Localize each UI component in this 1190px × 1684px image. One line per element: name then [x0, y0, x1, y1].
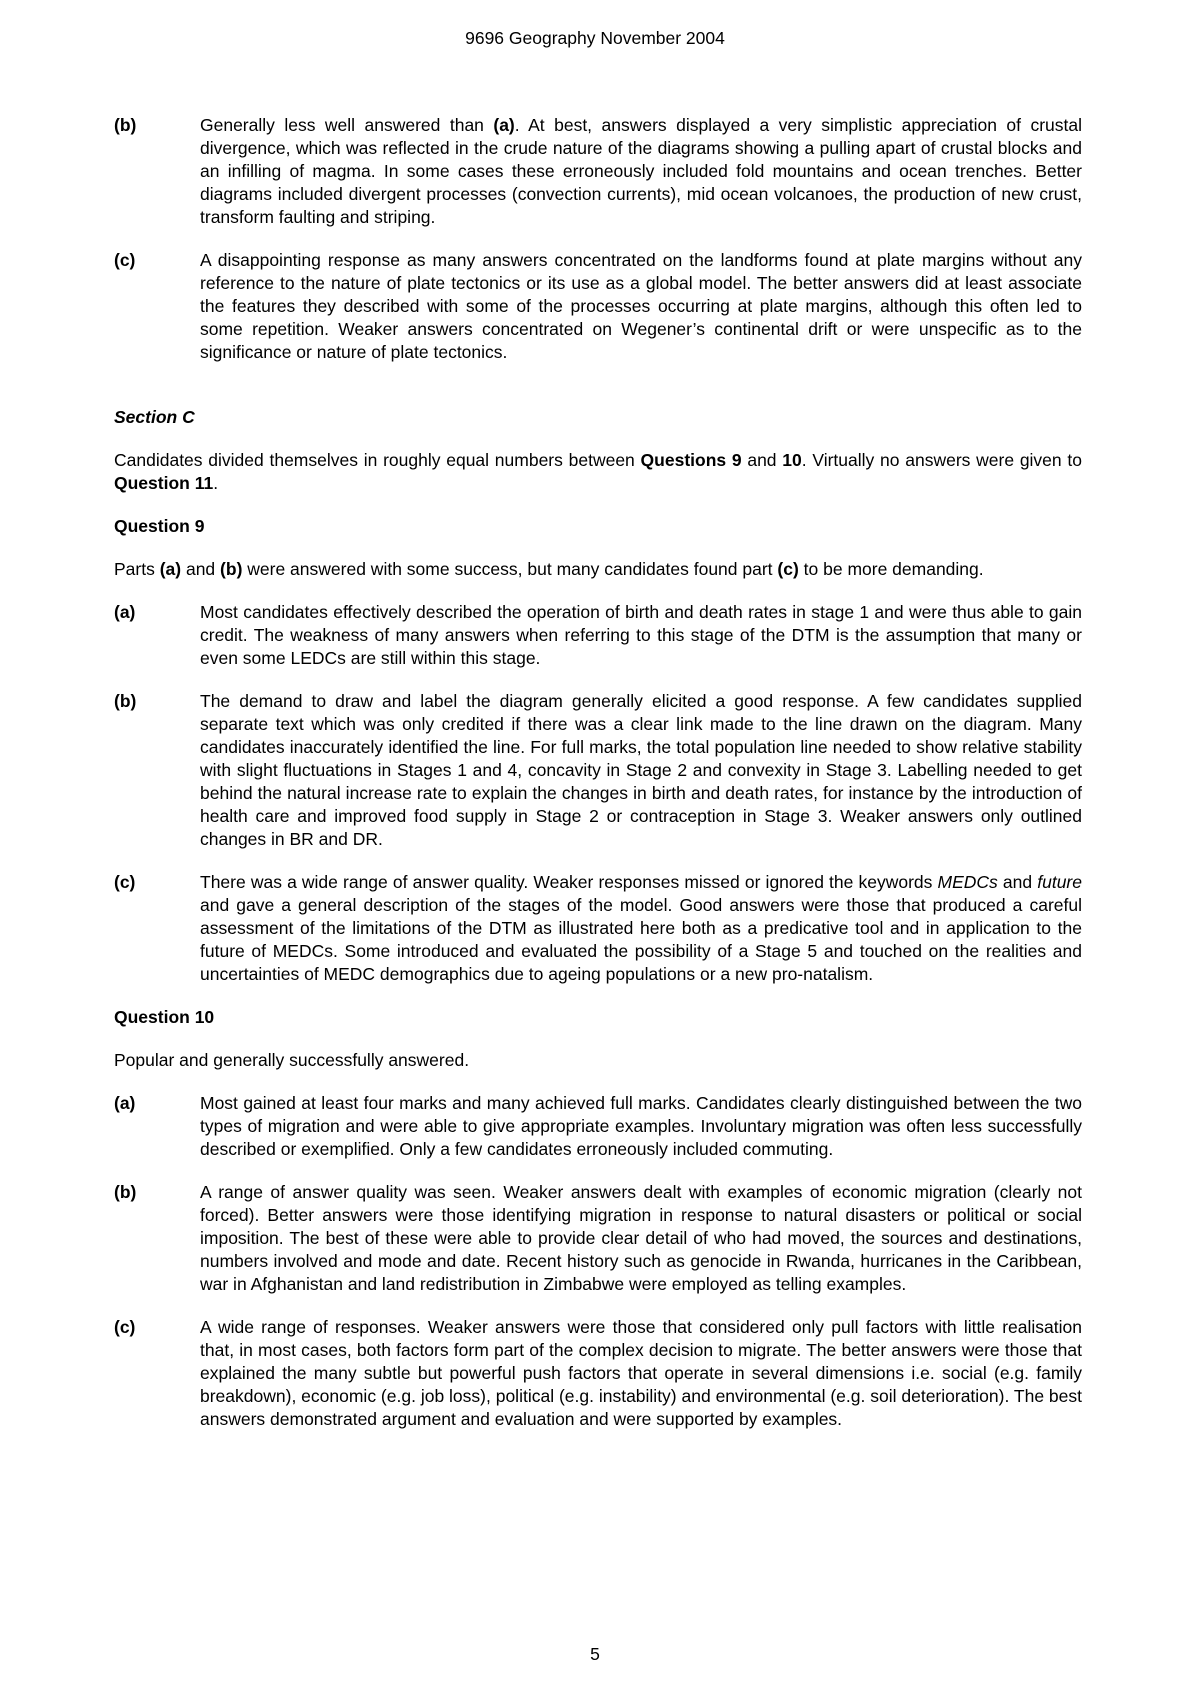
- part-label: (b): [114, 115, 137, 135]
- part-text: [200, 601, 1082, 670]
- text-run: were answered with some success, but many candidates found part: [242, 559, 778, 579]
- text-run: A range of answer quality was seen. Weaker answers dealt with examples of economic migration (clearly not forced). Better answers were those identifying migration in response to natural disasters or political or social imposition. The best of these were able to provide clear detail of who had moved, the sources and destinations, numbers involved and mode and date. Recent history such as genocide in Rwanda, hurricanes in the Caribbean, war in Afghanistan and land redistribution in Zimbabwe were employed as telling examples.: [200, 1182, 1082, 1294]
- bold-text: (a): [159, 559, 182, 579]
- text-run: There was a wide range of answer quality. Weaker responses missed or ignored the keywords: [200, 872, 938, 892]
- bold-text: (c): [777, 559, 799, 579]
- section-b-part-c: [114, 249, 1082, 364]
- text-run: . Virtually no answers were given to: [801, 450, 1082, 470]
- text-run: Most candidates effectively described the operation of birth and death rates in stage 1 and were thus able to gain credit. The weakness of many answers when referring to this stage of the DTM is the assumption that many or even some LEDCs are still within this stage.: [200, 602, 1082, 668]
- part-text: [200, 1316, 1082, 1431]
- page-header: 9696 Geography November 2004: [465, 28, 725, 48]
- question-9-part-a: [114, 601, 1082, 670]
- part-text: [200, 114, 1082, 229]
- text-run: . At best, answers displayed a very simplistic appreciation of crustal divergence, which was reflected in the crude nature of the diagrams showing a pulling apart of crustal blocks and an infilling of magma. In some cases these erroneously included fold mountains and ocean trenches. Better diagrams included divergent processes (convection currents), mid ocean volcanoes, the production of new crust, transform faulting and striping.: [200, 115, 1083, 227]
- part-label: (c): [114, 872, 136, 892]
- part-label: (b): [114, 1182, 137, 1202]
- bold-text: Questions 9: [640, 450, 742, 470]
- text-run: Most gained at least four marks and many achieved full marks. Candidates clearly distinguished between the two types of migration and were able to give appropriate examples. Involuntary migration was often less successfully described or exemplified. Only a few candidates erroneously included commuting.: [200, 1093, 1082, 1159]
- text-run: Parts: [114, 559, 160, 579]
- part-label: (a): [114, 602, 136, 622]
- section-b-part-b: [114, 114, 1082, 229]
- text-run: and: [997, 872, 1038, 892]
- text-run: Popular and generally successfully answered.: [114, 1050, 470, 1070]
- section-c-intro: [114, 449, 1082, 495]
- question-9-part-c: [114, 871, 1082, 986]
- text-run: to be more demanding.: [798, 559, 984, 579]
- text-run: and: [181, 559, 221, 579]
- question-10-part-a: [114, 1092, 1082, 1161]
- text-run: Generally less well answered than: [200, 115, 494, 135]
- text-run: The demand to draw and label the diagram generally elicited a good response. A few candidates supplied separate text which was only credited if there was a clear link made to the line drawn on the diagram. Many candidates inaccurately identified the line. For full marks, the total population line needed to show relative stability with slight fluctuations in Stages 1 and 4, concavity in Stage 2 and convexity in Stage 3. Labelling needed to get behind the natural increase rate to explain the changes in birth and death rates, for instance by the introduction of health care and improved food supply in Stage 2 or contraception in Stage 3. Weaker answers only outlined changes in BR and DR.: [200, 691, 1082, 849]
- part-text: [200, 249, 1082, 364]
- bold-text: (a): [493, 115, 515, 135]
- bold-text: Question 11: [114, 473, 214, 493]
- question-9-intro: [114, 558, 1082, 581]
- part-label: (c): [114, 250, 136, 270]
- section-c-title: Section C: [114, 407, 195, 427]
- question-10-part-c: [114, 1316, 1082, 1431]
- text-run: A disappointing response as many answers concentrated on the landforms found at plate margins without any reference to the nature of plate tectonics or its use as a global model. The better answers did at least associate the features they described with some of the processes occurring at plate margins, although this often led to some repetition. Weaker answers concentrated on Wegener’s continental drift or were unspecific as to the significance or nature of plate tectonics.: [200, 250, 1082, 362]
- part-text: [200, 1181, 1082, 1296]
- bold-text: (b): [220, 559, 243, 579]
- part-text: [200, 690, 1082, 851]
- part-label: (a): [114, 1093, 136, 1113]
- page-content: [114, 114, 1082, 1451]
- italic-text: MEDCs: [937, 872, 998, 892]
- bold-text: 10: [782, 450, 802, 470]
- part-label: (b): [114, 691, 137, 711]
- question-9-title: Question 9: [114, 516, 205, 536]
- italic-text: future: [1037, 872, 1082, 892]
- text-run: Candidates divided themselves in roughly equal numbers between: [114, 450, 641, 470]
- page-number: 5: [590, 1644, 600, 1664]
- part-text: [200, 1092, 1082, 1161]
- question-10-intro: [114, 1049, 1082, 1072]
- part-label: (c): [114, 1317, 136, 1337]
- question-10-title: Question 10: [114, 1007, 215, 1027]
- text-run: A wide range of responses. Weaker answers were those that considered only pull factors with little realisation that, in most cases, both factors form part of the complex decision to migrate. The better answers were those that explained the many subtle but powerful push factors that operate in several dimensions i.e. social (e.g. family breakdown), economic (e.g. job loss), political (e.g. instability) and environmental (e.g. soil deterioration). The best answers demonstrated argument and evaluation and were supported by examples.: [200, 1317, 1082, 1429]
- text-run: .: [213, 473, 219, 493]
- part-text: [200, 871, 1082, 986]
- text-run: and: [741, 450, 783, 470]
- text-run: and gave a general description of the stages of the model. Good answers were those that produced a careful assessment of the limitations of the DTM as illustrated here both as a predicative tool and in application to the future of MEDCs. Some introduced and evaluated the possibility of a Stage 5 and touched on the realities and uncertainties of MEDC demographics due to ageing populations or a new pro-natalism.: [200, 895, 1082, 984]
- question-10-part-b: [114, 1181, 1082, 1296]
- question-9-part-b: [114, 690, 1082, 851]
